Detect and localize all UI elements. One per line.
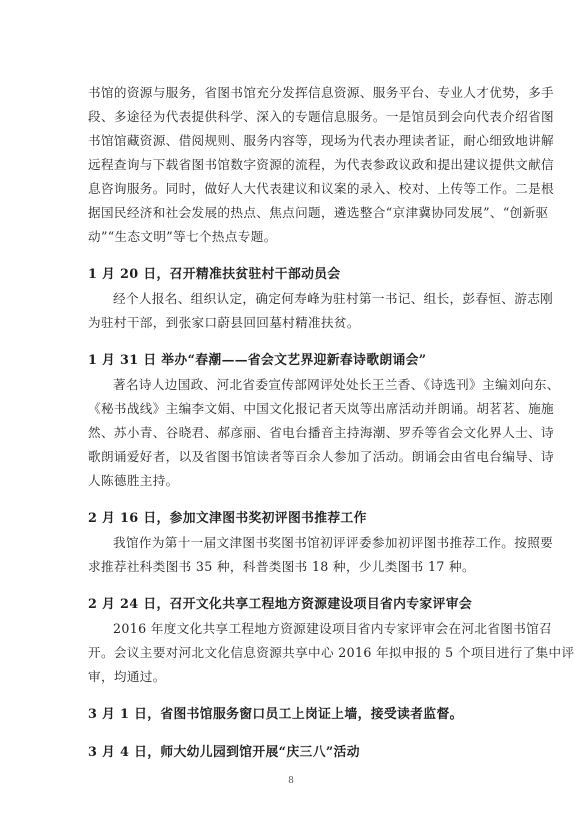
entry-line: 我馆作为第十一届文津图书奖图书馆初评评委参加初评图书推荐工作。按照要: [113, 535, 554, 550]
entry-line: 歌朗诵爱好者，以及省图书馆读者等百余人参加了活动。朗诵会由省电台编导、诗: [88, 449, 554, 464]
entry-line: 为驻村干部，到张家口蔚县回回墓村精准扶贫。: [88, 315, 360, 330]
entry-line: 人陈德胜主持。: [88, 473, 179, 488]
entry-heading: 1 月 31 日 举办“春潮——省会文艺界迎新春诗歌朗诵会”: [88, 353, 427, 368]
entry-line: 《秘书战线》主编李文娟、中国文化报记者天岚等出席活动并朗诵。胡茗茗、施施: [88, 401, 554, 416]
page-number: 8: [288, 776, 294, 786]
entry-heading: 3 月 1 日，省图书馆服务窗口员工上岗证上墙，接受读者监督。: [88, 707, 463, 722]
entry-heading: 2 月 16 日，参加文津图书奖初评图书推荐工作: [88, 511, 367, 526]
entry-line: 经个人报名、组织认定，确定何寿峰为驻村第一书记、组长，彭春恒、游志刚: [113, 291, 554, 306]
intro-line: 息咨询服务。同时，做好人大代表建议和议案的录入、校对、上传等工作。二是根: [88, 181, 554, 196]
intro-line: 书馆馆藏资源、借阅规则、服务内容等，现场为代表办理读者证，耐心细致地讲解: [88, 133, 554, 148]
intro-line: 动”“生态文明”等七个热点专题。: [88, 229, 277, 244]
entry-line: 2016 年度文化共享工程地方资源建设项目省内专家评审会在河北省图书馆召: [113, 621, 553, 636]
intro-line: 据国民经济和社会发展的热点、焦点问题，遴选整合“京津冀协同发展”、“创新驱: [88, 205, 549, 220]
entry-heading: 3 月 4 日，师大幼儿园到馆开展“庆三八”活动: [88, 745, 360, 760]
entry-heading: 1 月 20 日，召开精准扶贫驻村干部动员会: [88, 267, 341, 282]
entry-line: 审，均通过。: [88, 669, 166, 684]
entry-line: 然、苏小青、谷晓君、郝彦丽、省电台播音主持海潮、罗乔等省会文化界人士、诗: [88, 425, 554, 440]
entry-line: 开。会议主要对河北文化信息资源共享中心 2016 年拟申报的 5 个项目进行了集中评: [88, 645, 575, 660]
intro-line: 段、多途径为代表提供科学、深入的专题信息服务。一是馆员到会向代表介绍省图: [88, 109, 554, 124]
intro-line: 远程查询与下载省图书馆数字资源的流程，为代表参政议政和提出建议提供文献信: [88, 157, 554, 172]
entry-heading: 2 月 24 日，召开文化共享工程地方资源建设项目省内专家评审会: [88, 597, 472, 612]
entry-line: 著名诗人边国政、河北省委宣传部网评处处长王兰香、《诗选刊》主编刘向东、: [113, 377, 560, 392]
intro-line: 书馆的资源与服务，省图书馆充分发挥信息资源、服务平台、专业人才优势，多手: [88, 85, 554, 100]
entry-line: 求推荐社科类图书 35 种，科普类图书 18 种，少儿类图书 17 种。: [88, 559, 475, 574]
